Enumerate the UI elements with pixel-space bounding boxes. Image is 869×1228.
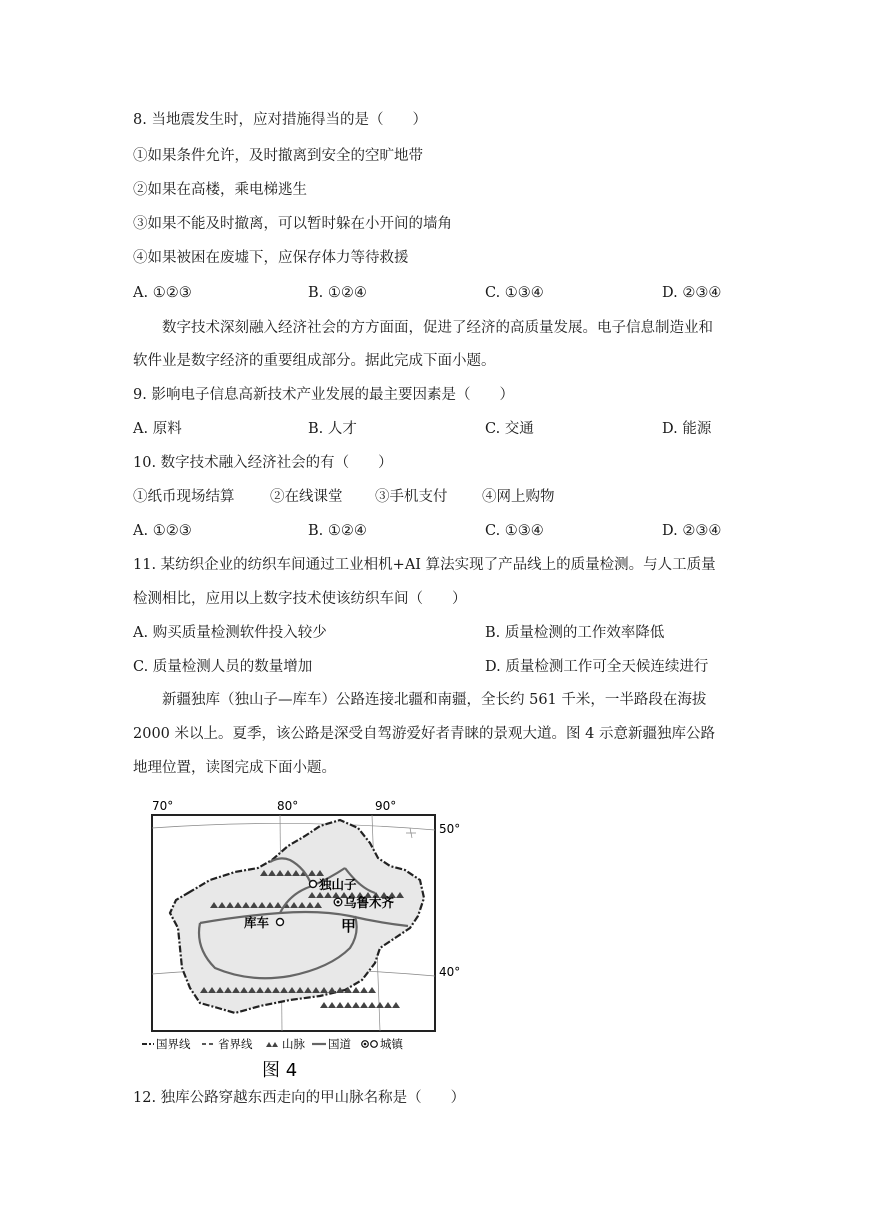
xinjiang-map-figure [140, 798, 470, 1088]
q8-item-3: ③如果不能及时撤离，可以暂时躲在小开间的墙角 [133, 216, 452, 232]
q9-option-c: C. 交通 [485, 421, 534, 437]
q8-option-d: D. ②③④ [662, 285, 722, 301]
q10-option-c: C. ①③④ [485, 523, 544, 539]
lon-label-80: 80° [277, 799, 299, 813]
q8-option-b: B. ①②④ [308, 285, 367, 301]
q8-option-a: A. ①②③ [133, 285, 192, 301]
q10-option-a: A. ①②③ [133, 523, 192, 539]
q9-stem: 9. 影响电子信息高新技术产业发展的最主要因素是（ ） [133, 387, 514, 403]
q11-option-d: D. 质量检测工作可全天候连续进行 [485, 659, 709, 675]
q9-option-a: A. 原料 [133, 421, 182, 437]
q9-option-b: B. 人才 [308, 421, 357, 437]
passage2-line-1: 新疆独库（独山子—库车）公路连接北疆和南疆，全长约 561 千米，一半路段在海拔 [162, 692, 707, 708]
q8-item-1: ①如果条件允许，及时撤离到安全的空旷地带 [133, 148, 423, 164]
q10-item-4: ④网上购物 [482, 489, 555, 505]
passage1-line-2: 软件业是数字经济的重要组成部分。据此完成下面小题。 [133, 353, 496, 369]
q11-option-c: C. 质量检测人员的数量增加 [133, 659, 313, 675]
map-svg [140, 798, 470, 1088]
mountain-jia-label: 甲 [341, 917, 357, 935]
q11-stem-line-2: 检测相比，应用以上数字技术使该纺织车间（ ） [133, 591, 467, 607]
passage2-line-3: 地理位置，读图完成下面小题。 [133, 760, 336, 776]
q10-option-d: D. ②③④ [662, 523, 722, 539]
lat-label-40: 40° [439, 965, 461, 979]
q8-option-c: C. ①③④ [485, 285, 544, 301]
lat-label-50: 50° [439, 822, 461, 836]
town-urumqi [334, 895, 394, 910]
map-legend [142, 1037, 404, 1051]
legend-town: 城镇 [380, 1037, 403, 1051]
q10-item-2: ②在线课堂 [270, 489, 343, 505]
passage1-line-1: 数字技术深刻融入经济社会的方方面面，促进了经济的高质量发展。电子信息制造业和 [162, 320, 713, 336]
legend-province-border: 省界线 [218, 1037, 253, 1051]
q10-item-3: ③手机支付 [375, 489, 448, 505]
legend-mountain: 山脉 [282, 1037, 305, 1051]
q10-option-b: B. ①②④ [308, 523, 367, 539]
passage2-line-2: 2000 米以上。夏季，该公路是深受自驾游爱好者青睐的景观大道。图 4 示意新疆独库公路 [133, 726, 715, 742]
q11-stem-line-1: 11. 某纺织企业的纺织车间通过工业相机+AI 算法实现了产品线上的质量检测。与人工质量 [133, 557, 716, 573]
town-urumqi-label: 乌鲁木齐 [344, 895, 395, 910]
q9-option-d: D. 能源 [662, 421, 712, 437]
q8-item-2: ②如果在高楼，乘电梯逃生 [133, 182, 307, 198]
lon-label-90: 90° [375, 799, 397, 813]
legend-national-road: 国道 [328, 1037, 351, 1051]
q10-item-1: ①纸币现场结算 [133, 489, 235, 505]
lon-label-70: 70° [152, 799, 174, 813]
q12-stem: 12. 独库公路穿越东西走向的甲山脉名称是（ ） [133, 1090, 466, 1106]
q11-option-a: A. 购买质量检测软件投入较少 [133, 625, 327, 641]
town-dushanzi-label: 独山子 [319, 877, 357, 892]
q10-stem: 10. 数字技术融入经济社会的有（ ） [133, 455, 393, 471]
q8-stem: 8. 当地震发生时，应对措施得当的是（ ） [133, 112, 427, 128]
town-kuche-label: 库车 [244, 915, 270, 930]
q11-option-b: B. 质量检测的工作效率降低 [485, 625, 665, 641]
q8-item-4: ④如果被困在废墟下，应保存体力等待救援 [133, 250, 409, 266]
figure-caption: 图 4 [262, 1060, 298, 1081]
legend-national-border: 国界线 [156, 1037, 191, 1051]
